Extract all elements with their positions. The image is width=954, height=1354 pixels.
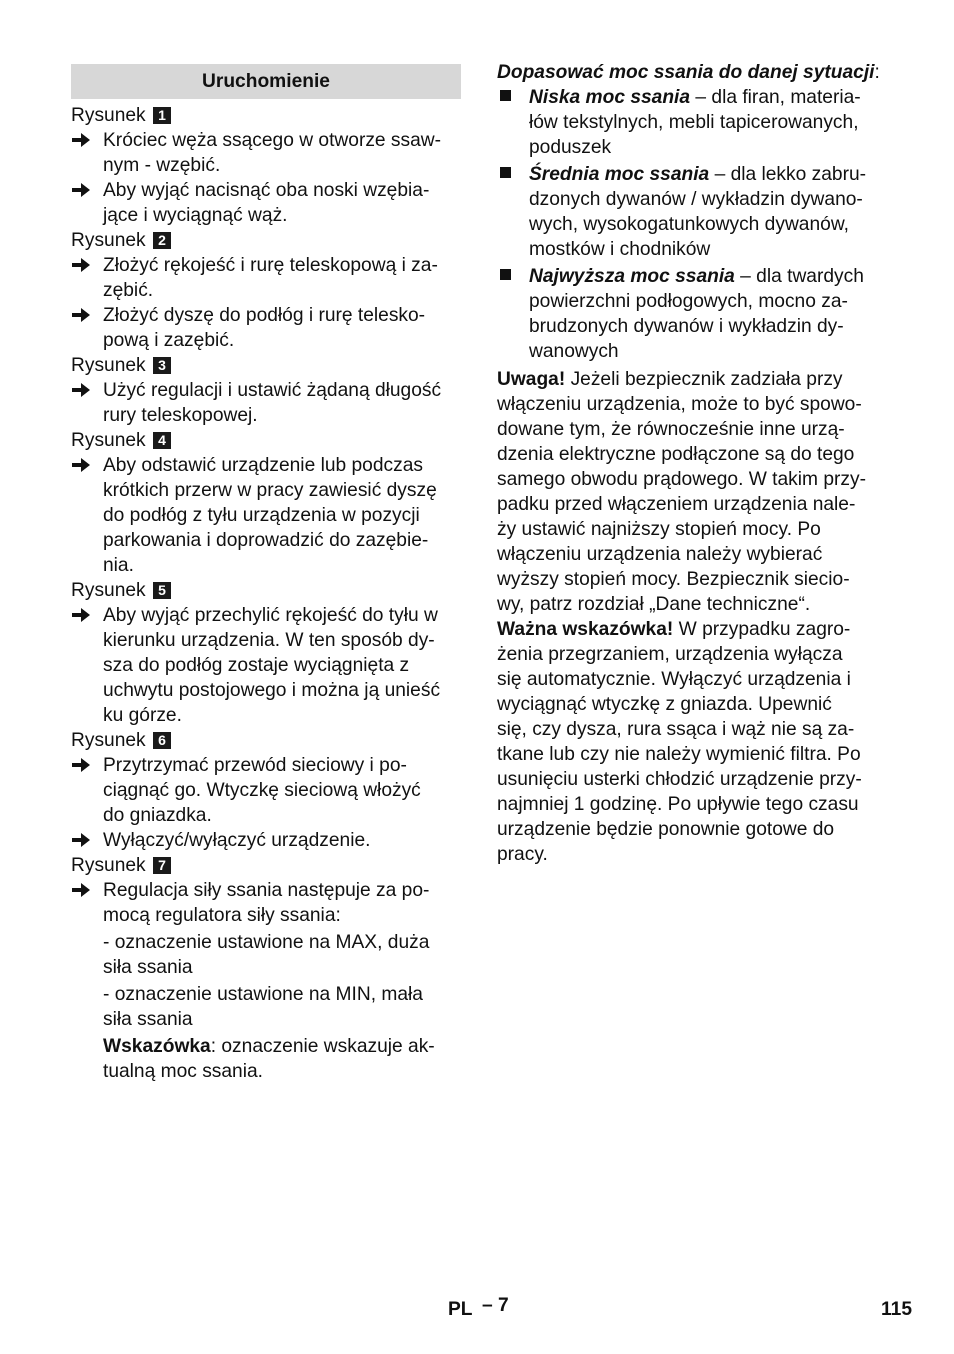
figure-label <box>71 428 461 453</box>
instruction-step <box>71 178 461 228</box>
figure-number-badge: 7 <box>153 857 171 874</box>
paragraph-line: samego obwodu prądowego. W takim przy- <box>497 469 866 490</box>
footer-section-page: – 7 <box>482 1295 509 1316</box>
arrow-right-icon <box>71 603 99 628</box>
suction-level-text: – dla lekko zabru- <box>709 164 867 185</box>
instruction-step <box>71 378 461 428</box>
important-first: W przypadku zagro- <box>673 619 851 640</box>
step-line: krótkich przerw w pracy zawiesić dyszę <box>103 480 437 501</box>
suction-level-item <box>497 264 892 364</box>
arrow-right-icon <box>71 753 99 778</box>
note <box>71 1034 461 1059</box>
paragraph-line: włączeniu urządzenia należy wybierać <box>497 544 823 565</box>
step-line: Aby wyjąć przechylić rękojeść do tyłu w <box>103 605 438 626</box>
figure-block <box>71 578 461 728</box>
figure-word: Rysunek <box>71 105 146 126</box>
sub-line: siła ssania <box>103 1009 193 1030</box>
suction-level-label: Niska moc ssania <box>529 87 691 108</box>
suction-title: Dopasować moc ssania do danej sytuacji <box>497 62 875 83</box>
paragraph-line: żenia przegrzaniem, urządzenia wyłącza <box>497 644 843 665</box>
figure-block <box>71 728 461 853</box>
step-line: Złożyć dyszę do podłóg i rurę telesko- <box>103 305 426 326</box>
figure-word: Rysunek <box>71 730 146 751</box>
paragraph-line: usunięciu usterki chłodzić urządzenie przy- <box>497 769 862 790</box>
step-line: parkowania i doprowadzić do zazębie- <box>103 530 429 551</box>
paragraph-line: urządzenie będzie ponownie gotowe do <box>497 819 835 840</box>
step-line: sza do podłóg zostaje wyciągnięta z <box>103 655 410 676</box>
step-line: pową i zazębić. <box>103 330 235 351</box>
figure-7-block <box>71 853 461 1084</box>
step-line: nym - wzębić. <box>103 155 221 176</box>
suction-level-text: – dla firan, materia- <box>690 87 861 108</box>
square-bullet-icon <box>497 85 525 110</box>
instruction-step <box>71 453 461 578</box>
step-line: Wyłączyć/wyłączyć urządzenie. <box>103 830 371 851</box>
figure-word: Rysunek <box>71 430 146 451</box>
step-line: zębić. <box>103 280 154 301</box>
paragraph-line: się automatycznie. Wyłączyć urządzenia i <box>497 669 851 690</box>
warning-lines <box>497 392 892 617</box>
figure-label <box>71 103 461 128</box>
arrow-right-icon <box>71 253 99 278</box>
suction-level-text: – dla twardych <box>734 266 864 287</box>
paragraph-line: wyższy stopień mocy. Bezpiecznik sieciо- <box>497 569 850 590</box>
figure-block <box>71 228 461 353</box>
suction-heading <box>497 60 892 85</box>
figure-blocks <box>71 103 461 853</box>
important-lines <box>497 642 892 867</box>
paragraph-line: dzenia elektryczne podłączone są do tego <box>497 444 855 465</box>
paragraph-line: wy, patrz rozdział „Dane techniczne“. <box>497 594 811 615</box>
figure-number-badge: 3 <box>153 357 171 374</box>
note-text: : oznaczenie wskazuje ak- <box>210 1036 435 1057</box>
figure-label <box>71 353 461 378</box>
figure-number-badge: 6 <box>153 732 171 749</box>
important-label: Ważna wskazówka! <box>497 619 674 640</box>
paragraph-line: się, czy dysza, rura ssąca i wąż nie są za- <box>497 719 855 740</box>
warning-first: Jeżeli bezpiecznik zadziała przy <box>565 369 843 390</box>
note-text: tualną moc ssania. <box>103 1061 263 1082</box>
note-label: Wskazówka <box>103 1036 211 1057</box>
arrow-right-icon <box>71 303 99 328</box>
paragraph-line: dowane tym, że równocześnie inne urzą- <box>497 419 845 440</box>
suction-level-text: dzonych dywanów / wykładzin dywano- <box>529 189 863 210</box>
paragraph-line: pracy. <box>497 844 548 865</box>
arrow-right-icon <box>71 878 99 903</box>
warning-paragraph <box>497 367 892 617</box>
sub-line: - oznaczenie ustawione na MIN, mała <box>103 984 423 1005</box>
square-bullet-icon <box>497 162 525 187</box>
step-line: rury teleskopowej. <box>103 405 258 426</box>
page-number: 115 <box>881 1299 912 1320</box>
step-line: ku górze. <box>103 705 182 726</box>
step-line: Aby odstawić urządzenie lub podczas <box>103 455 423 476</box>
figure-word: Rysunek <box>71 230 146 251</box>
suction-level-text: mostków i chodników <box>529 239 711 260</box>
arrow-right-icon <box>71 453 99 478</box>
step-line: jące i wyciągnąć wąż. <box>103 205 288 226</box>
figure-number-badge: 1 <box>153 107 171 124</box>
step-line: do gniazdka. <box>103 805 212 826</box>
suction-title-colon: : <box>874 62 880 83</box>
step-line: Przytrzymać przewód sieciowy i po- <box>103 755 407 776</box>
figure-label <box>71 228 461 253</box>
figure-number-badge: 5 <box>153 582 171 599</box>
figure-number-badge: 2 <box>153 232 171 249</box>
paragraph-line: wyciągnąć wtyczkę z gniazda. Upewnić <box>497 694 832 715</box>
section-title: Uruchomienie <box>71 64 461 99</box>
figure-label <box>71 578 461 603</box>
step-line: Aby wyjąć nacisnąć oba noski wzębia- <box>103 180 430 201</box>
instruction-step <box>71 828 461 853</box>
suction-list <box>497 85 892 364</box>
paragraph-line: ży ustawić najniższy stopień mocy. Po <box>497 519 821 540</box>
arrow-right-icon <box>71 178 99 203</box>
suction-level-text: powierzchni podłogowych, mocno za- <box>529 291 848 312</box>
figure-word: Rysunek <box>71 355 146 376</box>
important-paragraph <box>497 617 892 867</box>
suction-level-label: Najwyższa moc ssania <box>529 266 735 287</box>
instruction-step <box>71 128 461 178</box>
step-line: Regulacja siły ssania następuje za po- <box>103 880 430 901</box>
step-line: do podłóg z tyłu urządzenia w pozycji <box>103 505 420 526</box>
step-line: Złożyć rękojeść i rurę teleskopową i za- <box>103 255 438 276</box>
figure-number-badge: 4 <box>153 432 171 449</box>
figure-label <box>71 728 461 753</box>
step-line: Króciec węża ssącego w otworze ssaw- <box>103 130 442 151</box>
suction-level-label: Średnia moc ssania <box>529 164 710 185</box>
suction-level-item <box>497 85 892 160</box>
right-column <box>497 60 892 867</box>
sub-line: - oznaczenie ustawione na MAX, duża <box>103 932 430 953</box>
arrow-right-icon <box>71 378 99 403</box>
instruction-step <box>71 253 461 303</box>
figure-block <box>71 353 461 428</box>
left-column <box>71 60 461 1084</box>
instruction-step <box>71 753 461 828</box>
suction-level-text: wanowych <box>529 341 619 362</box>
paragraph-line: najmniej 1 godzinę. Po upływie tego czasu <box>497 794 859 815</box>
sub-line: siła ssania <box>103 957 193 978</box>
step-line: nia. <box>103 555 134 576</box>
figure-block <box>71 103 461 228</box>
instruction-step <box>71 303 461 353</box>
suction-level-text: brudzonych dywanów i wykładzin dy- <box>529 316 844 337</box>
square-bullet-icon <box>497 264 525 289</box>
step-line: kierunku urządzenia. W ten sposób dy- <box>103 630 435 651</box>
instruction-step <box>71 603 461 728</box>
step-line: ciągnąć go. Wtyczkę sieciową włożyć <box>103 780 421 801</box>
figure-block <box>71 428 461 578</box>
step-line: uchwytu postojowego i można ją unieść <box>103 680 441 701</box>
footer-language: PL <box>448 1299 473 1320</box>
figure-word: Rysunek <box>71 580 146 601</box>
figure-label <box>71 853 461 878</box>
arrow-right-icon <box>71 128 99 153</box>
step-line: Użyć regulacji i ustawić żądaną długość <box>103 380 442 401</box>
figure-word: Rysunek <box>71 855 146 876</box>
suction-level-text: wych, wysokogatunkowych dywanów, <box>529 214 849 235</box>
suction-level-text: poduszek <box>529 137 612 158</box>
step-line: mocą regulatora siły ssania: <box>103 905 341 926</box>
warning-label: Uwaga! <box>497 369 566 390</box>
arrow-right-icon <box>71 828 99 853</box>
suction-level-item <box>497 162 892 262</box>
instruction-step <box>71 878 461 928</box>
suction-level-text: łów tekstylnych, mebli tapicerowanych, <box>529 112 859 133</box>
paragraph-line: tkane lub czy nie należy wymienić filtra. Po <box>497 744 861 765</box>
paragraph-line: włączeniu urządzenia, może to być spowo- <box>497 394 862 415</box>
paragraph-line: padku przed włączeniem urządzenia nale- <box>497 494 856 515</box>
